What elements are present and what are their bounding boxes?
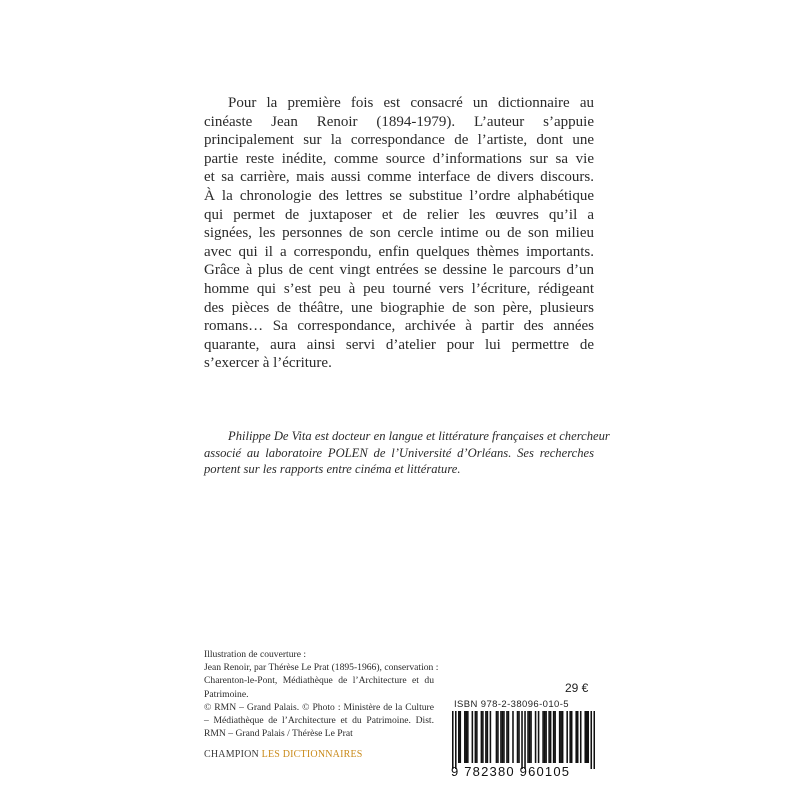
series-imprint xyxy=(204,749,363,760)
barcode-bar xyxy=(590,711,592,769)
barcode-bar xyxy=(500,711,502,763)
author-note-line: associé au laboratoire POLEN de l’Université d’Orléans. Ses recherches xyxy=(204,445,594,460)
barcode-bar xyxy=(554,711,556,763)
credits-line: Charenton-le-Pont, Médiathèque de l’Architecture et du xyxy=(204,675,434,687)
blurb-line: et sa carrière, mais aussi comme interface de divers discours. xyxy=(204,169,594,186)
blurb-line: quarante, aura ainsi servi d’atelier pour lui permettre de xyxy=(204,336,594,353)
credits-line: Illustration de couverture : xyxy=(204,649,307,660)
credits-line: RMN – Grand Palais / Thérèse Le Prat xyxy=(204,728,353,740)
collection-name: LES DICTIONNAIRES xyxy=(261,749,363,760)
barcode-bar xyxy=(542,711,544,763)
barcode-bar xyxy=(467,711,469,763)
barcode-bar xyxy=(560,711,562,763)
barcode-bar xyxy=(575,711,577,763)
barcode-bar xyxy=(466,711,468,763)
barcode-bar xyxy=(562,711,564,763)
blurb-line: des pièces de théâtre, une biographie de son père, plusieurs xyxy=(204,299,594,316)
barcode-bar xyxy=(475,711,477,763)
cover-illustration-credits xyxy=(204,648,439,740)
barcode-bar xyxy=(566,711,568,763)
barcode-bar xyxy=(524,711,526,769)
isbn-label: ISBN 978-2-38096-010-5 xyxy=(454,699,569,710)
barcode-bar xyxy=(548,711,550,763)
publisher-name: CHAMPION xyxy=(204,749,259,760)
blurb-line: qui permet de juxtaposer et de relier les œuvres qu’il a xyxy=(204,206,594,223)
barcode-bar xyxy=(550,711,552,763)
barcode-bar xyxy=(512,711,514,763)
blurb-line: partie reste inédite, comme source d’informations sur sa vie xyxy=(204,150,594,167)
barcode-bar xyxy=(553,711,555,763)
barcode-bar xyxy=(502,711,504,763)
blurb-line: romans… Sa correspondance, archivée à partir des années xyxy=(204,318,594,335)
barcode-bar xyxy=(586,711,588,763)
blurb-line: homme qui s’est peu à peu tourné vers l’écriture, rédigeant xyxy=(204,280,594,297)
barcode-bar xyxy=(472,711,474,763)
price: 29 € xyxy=(565,681,589,695)
credits-line: – Médiathèque de l’Architecture et du Patrimoine. Dist. xyxy=(204,715,434,727)
barcode-bar xyxy=(460,711,462,763)
blurb-line: principalement sur la correspondance de l’artiste, dont une xyxy=(204,132,594,149)
barcode-bar xyxy=(569,711,571,763)
credits-line: Jean Renoir, par Thérèse Le Prat (1895-1966), conservation : xyxy=(204,662,439,674)
barcode-bar xyxy=(529,711,531,763)
credits-line: © RMN – Grand Palais. © Photo : Ministère de la Culture xyxy=(204,701,434,713)
barcode-bar xyxy=(455,711,457,769)
barcode-bar xyxy=(487,711,489,763)
barcode-bar xyxy=(530,711,532,763)
barcode-bar xyxy=(593,711,595,769)
barcode-bar xyxy=(517,711,519,763)
barcode-bar xyxy=(503,711,505,763)
barcode-bar xyxy=(571,711,573,763)
blurb-line: cinéaste Jean Renoir (1894-1979). L’auteur s’appuie xyxy=(204,113,594,130)
barcode-bar xyxy=(508,711,510,763)
blurb-line: signées, les personnes de son cercle intime ou de son milieu xyxy=(204,225,594,242)
barcode-bar xyxy=(490,711,492,763)
credits-line: Patrimoine. xyxy=(204,688,249,700)
barcode-bar xyxy=(485,711,487,763)
barcode xyxy=(452,711,595,769)
barcode-bar xyxy=(496,711,498,763)
barcode-digits: 9 782380 960105 xyxy=(451,764,571,779)
barcode-bar xyxy=(538,711,540,763)
barcode-bar xyxy=(518,711,520,763)
barcode-bar xyxy=(527,711,529,763)
barcode-bar xyxy=(481,711,483,763)
barcode-bar xyxy=(452,711,454,769)
blurb-line: s’exercer à l’écriture. xyxy=(204,355,332,372)
barcode-bar xyxy=(506,711,508,763)
author-note-line: portent sur les rapports entre cinéma et littérature. xyxy=(204,462,461,477)
barcode-bar xyxy=(544,711,546,763)
barcode-bar xyxy=(584,711,586,763)
book-blurb xyxy=(204,94,594,373)
barcode-bar xyxy=(458,711,460,763)
barcode-bar xyxy=(497,711,499,763)
barcode-bar xyxy=(559,711,561,763)
barcode-bar xyxy=(535,711,537,763)
barcode-bar xyxy=(577,711,579,763)
barcode-bar xyxy=(464,711,466,763)
blurb-line: À la chronologie des lettres se substitue l’ordre alphabétique xyxy=(204,187,594,204)
barcode-bar xyxy=(476,711,478,763)
author-note xyxy=(204,428,610,478)
barcode-bar xyxy=(587,711,589,763)
barcode-bar xyxy=(482,711,484,763)
barcode-bar xyxy=(545,711,547,763)
blurb-line: Pour la première fois est consacré un dictionnaire au xyxy=(228,95,594,111)
blurb-line: avec qui il a correspondu, enfin quelques thèmes importants. xyxy=(204,243,594,260)
author-note-line: Philippe De Vita est docteur en langue et littérature françaises et chercheur xyxy=(228,429,610,443)
barcode-bar xyxy=(521,711,523,769)
blurb-line: Grâce à plus de cent vingt entrées se dessine le parcours d’un xyxy=(204,262,594,279)
barcode-bar xyxy=(580,711,582,763)
